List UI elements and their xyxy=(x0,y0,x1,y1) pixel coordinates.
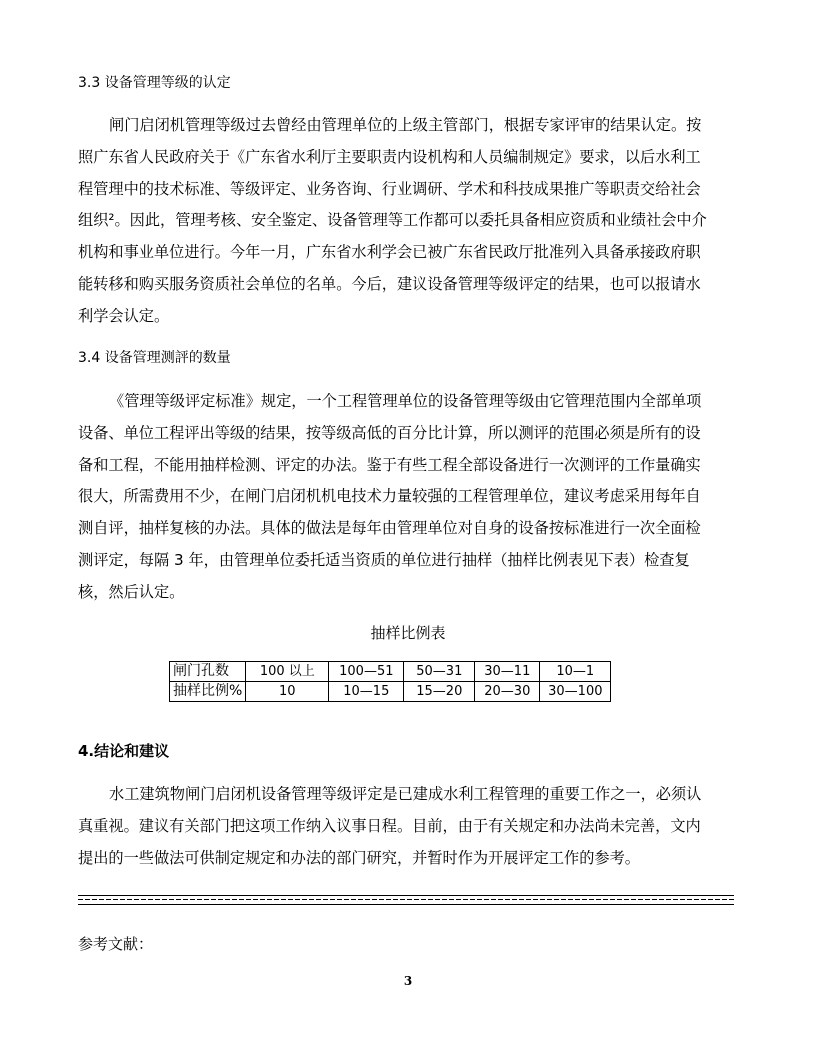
paragraph-line: 提出的一些做法可供制定规定和办法的部门研究，并暂时作为开展评定工作的参考。 xyxy=(78,848,640,867)
table-row-header: 抽样比例% xyxy=(170,682,246,702)
table-cell: 30—11 xyxy=(475,662,540,682)
paragraph-line: 能转移和购买服务资质社会单位的名单。今后，建议设备管理等级评定的结果，也可以报请水 xyxy=(78,274,701,293)
paragraph-line: 测评定，每隔 3 年，由管理单位委托适当资质的单位进行抽样（抽样比例表见下表）检查复 xyxy=(78,550,690,569)
double-line-divider xyxy=(78,895,734,905)
table-cell: 100—51 xyxy=(329,662,404,682)
table-row-header: 闸门孔数 xyxy=(170,662,246,682)
table-row xyxy=(170,682,611,702)
table-cell: 50—31 xyxy=(404,662,475,682)
references-label: 参考文献： xyxy=(78,935,154,953)
paragraph-line: 核，然后认定。 xyxy=(78,582,185,601)
section-3-3-paragraph xyxy=(78,110,738,333)
section-3-4-paragraph xyxy=(78,386,738,609)
section-3-4-heading: 3.4 设备管理测評的数量 xyxy=(78,350,231,366)
sampling-ratio-table xyxy=(169,661,611,702)
table-cell: 10 xyxy=(246,682,329,702)
table-cell: 20—30 xyxy=(475,682,540,702)
paragraph-line: 机构和事业单位进行。今年一月，广东省水利学会已被广东省民政厅批准列入具备承接政府职 xyxy=(78,243,701,262)
paragraph-line: 测自评，抽样复核的办法。具体的做法是每年由管理单位对自身的设备按标准进行一次全面检 xyxy=(78,519,701,538)
paragraph-line: 照广东省人民政府关于《广东省水利厅主要职责内设机构和人员编制规定》要求，以后水利工 xyxy=(78,147,701,166)
paragraph-line: 利学会认定。 xyxy=(78,306,170,325)
section-4-heading: 4.结论和建议 xyxy=(78,742,170,760)
table-cell: 10—1 xyxy=(540,662,611,682)
table-row xyxy=(170,662,611,682)
paragraph-line: 闸门启闭机管理等级过去曾经由管理单位的上级主管部门，根据专家评审的结果认定。按 xyxy=(109,116,702,134)
page-number: 3 xyxy=(403,974,413,988)
section-3-3-heading: 3.3 设备管理等级的认定 xyxy=(78,75,231,91)
paragraph-line: 备和工程，不能用抽样检测、评定的办法。鉴于有些工程全部设备进行一次测评的工作量确实 xyxy=(78,455,701,474)
table-cell: 30—100 xyxy=(540,682,611,702)
section-4-paragraph xyxy=(78,779,738,874)
paragraph-line: 程管理中的技术标准、等级评定、业务咨询、行业调研、学术和科技成果推广等职责交给社会 xyxy=(78,179,701,198)
paragraph-line: 水工建筑物闸门启闭机设备管理等级评定是已建成水利工程管理的重要工作之一，必须认 xyxy=(109,785,702,803)
paragraph-line: 《管理等级评定标准》规定，一个工程管理单位的设备管理等级由它管理范围内全部单项 xyxy=(109,392,702,410)
paragraph-line: 真重视。建议有关部门把这项工作纳入议事日程。目前，由于有关规定和办法尚未完善，文内 xyxy=(78,816,701,835)
table-caption: 抽样比例表 xyxy=(370,624,446,642)
table-cell: 10—15 xyxy=(329,682,404,702)
paragraph-line: 组织²。因此，管理考核、安全鉴定、设备管理等工作都可以委托具备相应资质和业绩社会中介 xyxy=(78,211,707,230)
paragraph-line: 很大，所需费用不少，在闸门启闭机机电技术力量较强的工程管理单位，建议考虑采用每年自 xyxy=(78,487,701,506)
paragraph-line: 设备、单位工程评出等级的结果，按等级高低的百分比计算，所以测评的范围必须是所有的设 xyxy=(78,423,701,442)
table-cell: 100 以上 xyxy=(246,662,329,682)
table-cell: 15—20 xyxy=(404,682,475,702)
